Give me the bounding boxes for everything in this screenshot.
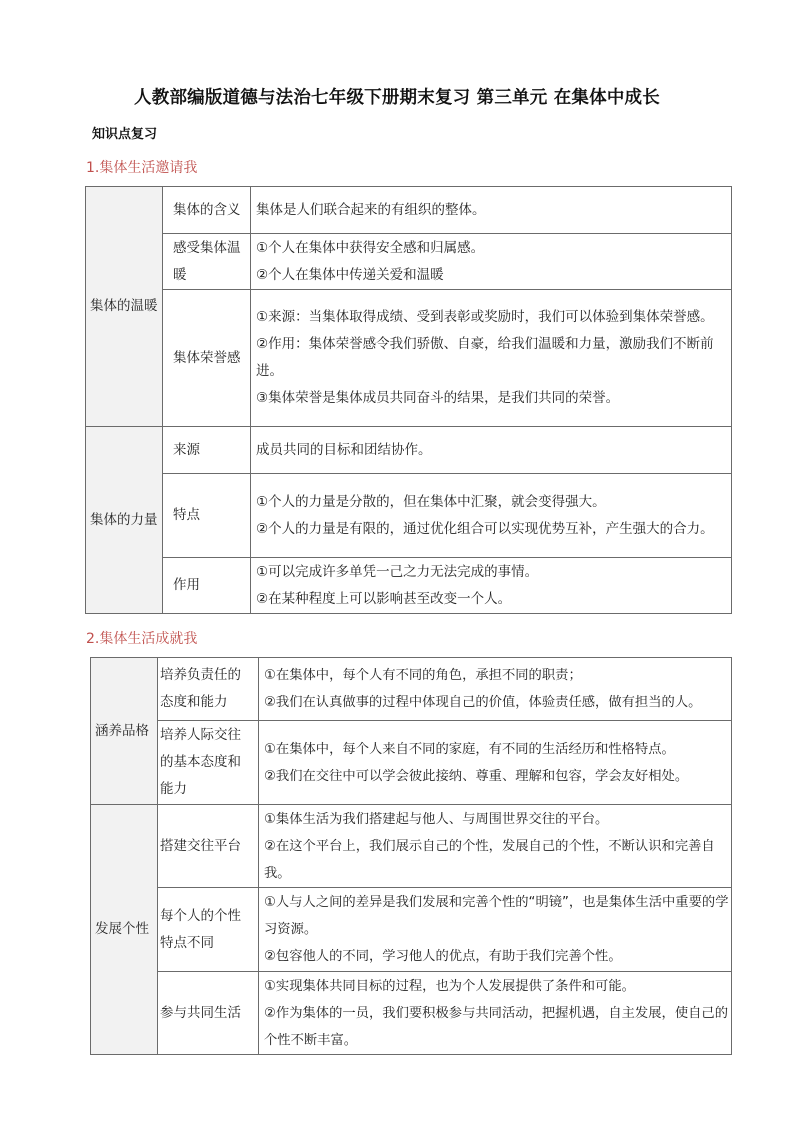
content-cell: [251, 234, 732, 290]
section-1-heading: 1.集体生活邀请我: [86, 160, 198, 176]
content-cell: [251, 474, 732, 558]
item-cell: 来源: [163, 427, 251, 474]
table-row: [91, 721, 732, 805]
item-cell: 作用: [163, 558, 251, 614]
content-line: ①人与人之间的差异是我们发展和完善个性的“明镜”，也是集体生活中重要的学习资源。: [264, 895, 729, 937]
item-cell: 搭建交往平台: [158, 805, 259, 888]
item-cell: 培养人际交往的基本态度和能力: [158, 721, 259, 805]
content-cell: [259, 658, 732, 721]
content-cell: [259, 888, 732, 972]
content-cell: [259, 805, 732, 888]
content-cell: [259, 972, 732, 1055]
content-line: ①可以完成许多单凭一己之力无法完成的事情。: [256, 563, 539, 580]
section-1-table: [85, 186, 732, 614]
document-title: 人教部编版道德与法治七年级下册期末复习 第三单元 在集体中成长: [134, 88, 660, 108]
content-cell: [259, 721, 732, 805]
content-line: ①个人的力量是分散的，但在集体中汇聚，就会变得强大。: [256, 493, 606, 510]
content-line: ②个人在集体中传递关爱和温暖: [256, 266, 444, 283]
content-line: ①来源：当集体取得成绩、受到表彰或奖励时，我们可以体验到集体荣誉感。: [256, 309, 714, 325]
category-cell: 发展个性: [91, 805, 158, 1055]
category-cell: 集体的力量: [86, 427, 163, 614]
item-cell: 每个人的个性特点不同: [158, 888, 259, 972]
content-line: ①集体生活为我们搭建起与他人、与周围世界交往的平台。: [264, 811, 609, 827]
item-cell: 感受集体温暖: [163, 234, 251, 290]
table-row: [91, 805, 732, 888]
table-row: [91, 888, 732, 972]
section-2-heading: 2.集体生活成就我: [86, 631, 198, 647]
item-cell: 参与共同生活: [158, 972, 259, 1055]
content-line: ②在这个平台上，我们展示自己的个性，发展自己的个性，不断认识和完善自我。: [264, 838, 715, 881]
item-cell: 培养负责任的态度和能力: [158, 658, 259, 721]
table-row: [86, 427, 732, 474]
content-line: ②个人的力量是有限的，通过优化组合可以实现优势互补，产生强大的合力。: [256, 520, 714, 537]
content-line: ①在集体中，每个人有不同的角色，承担不同的职责；: [264, 668, 582, 683]
category-cell: 涵养品格: [91, 658, 158, 805]
item-cell: 集体荣誉感: [163, 290, 251, 427]
content-line: ①个人在集体中获得安全感和归属感。: [256, 239, 485, 256]
content-cell: [251, 427, 732, 474]
content-line: ②包容他人的不同，学习他人的优点，有助于我们完善个性。: [264, 949, 622, 964]
content-line: 集体是人们联合起来的有组织的整体。: [256, 201, 486, 218]
table-row: [91, 658, 732, 721]
content-line: ②我们在交往中可以学会彼此接纳、尊重、理解和包容，学会友好相处。: [264, 768, 689, 784]
table-row: [86, 558, 732, 614]
content-line: 成员共同的目标和团结协作。: [256, 441, 432, 458]
content-line: ①在集体中，每个人来自不同的家庭，有不同的生活经历和性格特点。: [264, 741, 675, 757]
content-line: ①实现集体共同目标的过程，也为个人发展提供了条件和可能。: [264, 978, 635, 994]
item-cell: 特点: [163, 474, 251, 558]
content-cell: [251, 290, 732, 427]
category-cell: 集体的温暖: [86, 187, 163, 427]
content-line: ③集体荣誉是集体成员共同奋斗的结果，是我们共同的荣誉。: [256, 390, 620, 406]
content-line: ②作用：集体荣誉感令我们骄傲、自豪，给我们温暖和力量，激励我们不断前进。: [256, 336, 714, 379]
table-row: [86, 234, 732, 290]
section-2-table: [90, 657, 732, 1055]
table-row: [86, 474, 732, 558]
subheading: 知识点复习: [92, 127, 158, 142]
content-line: ②作为集体的一员，我们要积极参与共同活动，把握机遇，自主发展，使自己的个性不断丰富。: [264, 1005, 729, 1048]
content-cell: [251, 187, 732, 234]
content-line: ②在某种程度上可以影响甚至改变一个人。: [256, 590, 512, 607]
content-cell: [251, 558, 732, 614]
table-row: [86, 290, 732, 427]
item-cell: 集体的含义: [163, 187, 251, 234]
content-line: ②我们在认真做事的过程中体现自己的价值，体验责任感，做有担当的人。: [264, 695, 702, 710]
table-row: [86, 187, 732, 234]
table-row: [91, 972, 732, 1055]
